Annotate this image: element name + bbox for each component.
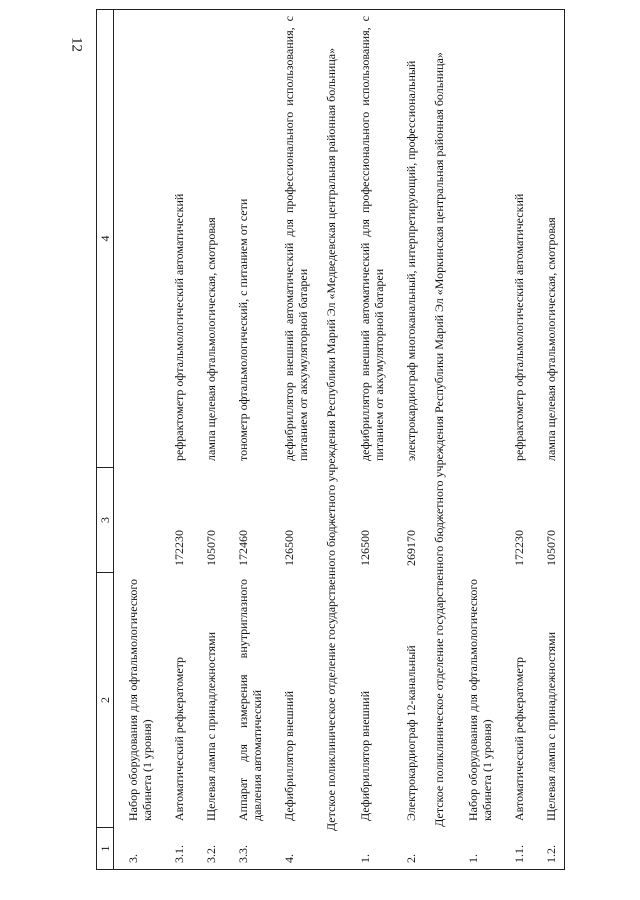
equipment-code: 105070	[532, 468, 565, 573]
equipment-code	[114, 468, 161, 573]
table-header	[97, 10, 114, 870]
table-row	[270, 10, 316, 870]
equipment-description: рефрактометр офтальмологический автоматический	[160, 10, 192, 468]
table-body	[114, 10, 565, 870]
equipment-name: Дефибриллятор внешний	[282, 690, 296, 821]
section-title: Детское поликлиническое отделение государственного бюджетного учреждения Республики Марий Эл «Медведевская центральная районная больница»	[316, 10, 346, 870]
equipment-description: дефибриллятор внешний автоматический для профессионального использования, с питанием от аккумуляторной батареи	[346, 10, 392, 468]
equipment-description	[454, 10, 500, 468]
equipment-code: 172230	[172, 530, 186, 566]
equipment-table	[96, 9, 565, 870]
column-header-1: 1	[97, 828, 114, 870]
column-header-3: 3	[97, 468, 114, 573]
equipment-description: лампа щелевая офтальмологическая, смотровая	[532, 10, 565, 468]
equipment-name: Набор оборудования для офтальмологического кабинета (1 уровня)	[466, 579, 494, 821]
table-row	[532, 10, 565, 870]
column-header-4: 4	[97, 10, 114, 468]
equipment-code: 172230	[512, 530, 526, 566]
table-row	[454, 10, 500, 870]
table-row	[114, 10, 161, 870]
table-row	[392, 10, 424, 870]
equipment-description	[114, 10, 161, 468]
section-header-row	[316, 10, 346, 870]
equipment-description: дефибриллятор внешний автоматический для профессионального использования, с питанием от аккумуляторной батареи	[270, 10, 316, 468]
page-number: 12	[68, 37, 85, 52]
table-row	[160, 10, 192, 870]
row-number: 3.1.	[160, 828, 192, 870]
row-number: 3.2.	[192, 828, 224, 870]
equipment-name: Дефибриллятор внешний	[358, 690, 372, 821]
equipment-name: Аппарат для измерения внутриглазного давления автоматический	[236, 579, 264, 821]
row-number: 1.2.	[532, 828, 565, 870]
equipment-description: электрокардиограф многоканальный, интерпретирующий, профессиональный	[392, 10, 424, 468]
equipment-code: 172460	[236, 530, 250, 566]
row-number: 1.	[346, 828, 392, 870]
row-number: 3.	[114, 828, 161, 870]
row-number: 1.1.	[500, 828, 532, 870]
section-title: Детское поликлиническое отделение государственного бюджетного учреждения Республики Марий Эл «Моркинская центральная районная больница»	[424, 10, 454, 870]
rotated-table-frame	[96, 10, 616, 870]
equipment-description: тонометр офтальмологический, с питанием от сети	[224, 10, 270, 468]
row-number: 1.	[454, 828, 500, 870]
equipment-code: 105070	[204, 530, 218, 566]
equipment-description: лампа щелевая офтальмологическая, смотровая	[192, 10, 224, 468]
equipment-code: 269170	[404, 530, 418, 566]
equipment-name: Электрокардиограф 12-канальный	[404, 645, 418, 821]
table-row	[500, 10, 532, 870]
equipment-name: Щелевая лампа с принадлежностями	[204, 631, 218, 821]
column-header-2: 2	[97, 573, 114, 828]
equipment-name: Автоматический рефкератометр	[512, 656, 526, 821]
section-header-row	[424, 10, 454, 870]
table-row	[346, 10, 392, 870]
equipment-code	[454, 468, 500, 573]
equipment-code: 126500	[358, 530, 372, 566]
equipment-name: Набор оборудования для офтальмологического кабинета (1 уровня)	[126, 579, 154, 821]
equipment-description: рефрактометр офтальмологический автоматический	[500, 10, 532, 468]
table-row	[192, 10, 224, 870]
equipment-name: Автоматический рефкератометр	[172, 656, 186, 821]
table-row	[224, 10, 270, 870]
equipment-name: Щелевая лампа с принадлежностями	[532, 573, 565, 828]
equipment-code: 126500	[282, 530, 296, 566]
row-number: 4.	[270, 828, 316, 870]
row-number: 2.	[392, 828, 424, 870]
row-number: 3.3.	[224, 828, 270, 870]
